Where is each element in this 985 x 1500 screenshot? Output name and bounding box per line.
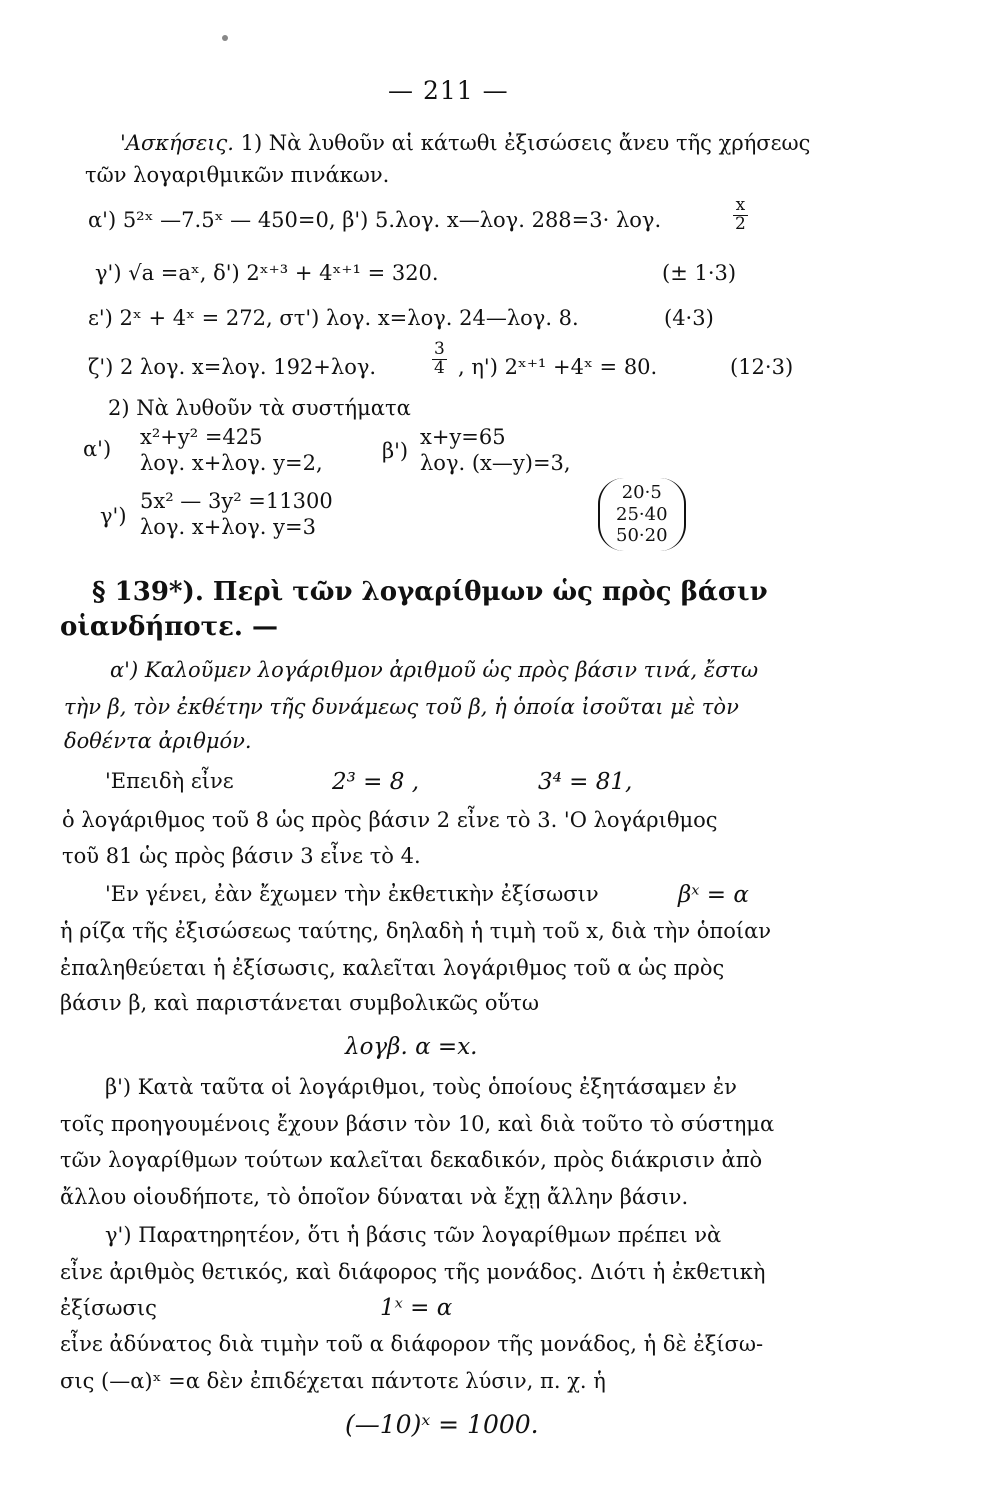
section-heading	[92, 577, 768, 607]
systems-title: 2) Νὰ λυθοῦν τὰ συστήματα	[108, 396, 411, 420]
equation-log-definition: λογβ. α =x.	[345, 1034, 478, 1060]
answer-a: 20·5	[621, 482, 662, 503]
para3-line1: 'Εν γένει, ἐὰν ἔχωμεν τὴν ἐκθετικὴν ἐξίσωσιν	[105, 882, 599, 906]
para5-line4: εἶνε ἀδύνατος διὰ τιμὴν τοῦ α διάφορον τῆς μονάδος, ἡ δὲ ἐξίσω-	[60, 1332, 764, 1356]
exercise-a-text: α') 5²ˣ —7.5ˣ — 450=0, β') 5.λογ. x—λογ. 288=3· λογ.	[88, 208, 662, 232]
fraction-numerator: 3	[434, 339, 445, 359]
exercise-g-d: γ') √a =aˣ, δ') 2ˣ⁺³ + 4ˣ⁺¹ = 320.	[95, 261, 439, 285]
para5-line2: εἶνε ἀριθμὸς θετικός, καὶ διάφορος τῆς μονάδος. Διότι ἡ ἐκθετικὴ	[60, 1260, 766, 1284]
exercise-a-b	[88, 210, 661, 231]
print-speck	[222, 35, 228, 41]
exercises-title: 'Ασκήσεις.	[120, 131, 234, 155]
para1-line2: τὴν β, τὸν ἐκθέτην τῆς δυνάμεως τοῦ β, ἡ ὁποία ἰσοῦται μὲ τὸν	[64, 695, 739, 719]
exercises-intro-text: 1) Νὰ λυθοῦν αἱ κάτωθι ἐξισώσεις ἄνευ τῆς χρήσεως	[233, 131, 811, 155]
system-g-eq1: 5x² — 3y² =11300	[140, 489, 333, 513]
section-title: Περὶ τῶν λογαρίθμων ὡς πρὸς βάσιν	[203, 577, 768, 607]
equation-3-fourth: 3⁴ = 81,	[538, 769, 633, 795]
exercise-z: ζ') 2 λογ. x=λογ. 192+λογ.	[88, 355, 377, 379]
para2-line1: 'Επειδὴ εἶνε	[105, 769, 234, 793]
para5-line3: ἐξίσωσις	[60, 1296, 157, 1320]
para3-line2: ἡ ρίζα τῆς ἐξισώσεως ταύτης, δηλαδὴ ἡ τιμὴ τοῦ x, διὰ τὴν ὁποίαν	[60, 919, 772, 943]
fraction-denominator: 2	[735, 213, 746, 234]
equation-one-x: 1ˣ = α	[380, 1295, 453, 1321]
para1-line1: α') Καλοῦμεν λογάριθμον ἀριθμοῦ ὡς πρὸς βάσιν τινά, ἔστω	[110, 658, 759, 682]
para4-line3: τῶν λογαρίθμων τούτων καλεῖται δεκαδικόν, πρὸς διάκρισιν ἀπὸ	[60, 1148, 763, 1172]
system-g-eq2: λογ. x+λογ. y=3	[140, 515, 316, 540]
system-b	[420, 424, 571, 477]
system-b-label: β')	[382, 439, 409, 463]
exercise-e-answer: (4·3)	[664, 306, 714, 330]
fraction-numerator: x	[733, 197, 748, 216]
exercise-g-answer: (± 1·3)	[662, 261, 737, 285]
fraction-denominator: 4	[434, 357, 445, 378]
exercises-intro-line2: τῶν λογαριθμικῶν πινάκων.	[85, 163, 390, 187]
system-answers	[598, 478, 686, 551]
system-a	[140, 424, 323, 477]
exercise-e-st: ε') 2ˣ + 4ˣ = 272, στ') λογ. x=λογ. 24—λογ. 8.	[88, 306, 579, 330]
section-heading-line2: οἱανδήποτε. —	[60, 612, 278, 642]
para4-line2: τοῖς προηγουμένοις ἔχουν βάσιν τὸν 10, καὶ διὰ τοῦτο τὸ σύστημα	[60, 1112, 775, 1136]
answer-b: 25·40	[616, 503, 668, 525]
system-g	[140, 488, 333, 541]
para5-line5: σις (—α)ˣ =α δὲν ἐπιδέχεται πάντοτε λύσιν, π. χ. ἡ	[60, 1369, 606, 1393]
system-a-eq2: λογ. x+λογ. y=2,	[140, 451, 323, 476]
para3-line4: βάσιν β, καὶ παριστάνεται συμβολικῶς οὕτω	[60, 991, 540, 1015]
system-g-label: γ')	[100, 504, 127, 528]
para2-line2: ὁ λογάριθμος τοῦ 8 ὡς πρὸς βάσιν 2 εἶνε τὸ 3. 'Ο λογάριθμος	[62, 808, 718, 832]
para1-line3: δοθέντα ἀριθμόν.	[64, 729, 252, 753]
para2-line3: τοῦ 81 ὡς πρὸς βάσιν 3 εἶνε τὸ 4.	[62, 844, 421, 868]
exercise-z-fraction	[432, 341, 447, 378]
page-number: — 211 —	[388, 76, 509, 105]
answer-g: 50·20	[616, 525, 668, 547]
para4-line4: ἄλλου οἱουδήποτε, τὸ ὁποῖον δύναται νὰ ἔχῃ ἄλλην βάσιν.	[60, 1185, 689, 1209]
para5-line1: γ') Παρατηρητέον, ὅτι ἡ βάσις τῶν λογαρίθμων πρέπει νὰ	[105, 1223, 722, 1247]
equation-2-cubed: 2³ = 8 ,	[332, 769, 420, 795]
exercises-intro	[120, 133, 810, 154]
system-b-eq2: λογ. (x—y)=3,	[420, 451, 571, 476]
exercise-h: , η') 2ˣ⁺¹ +4ˣ = 80.	[458, 355, 658, 379]
section-number: § 139*).	[92, 577, 204, 607]
system-b-eq1: x+y=65	[420, 425, 506, 449]
para3-line3: ἐπαληθεύεται ἡ ἐξίσωσις, καλεῖται λογάριθμος τοῦ α ὡς πρὸς	[60, 956, 725, 980]
equation-minus-ten: (—10)ˣ = 1000.	[345, 1410, 539, 1439]
equation-beta-x: βˣ = α	[678, 882, 749, 908]
exercise-b-fraction	[733, 197, 748, 234]
system-a-eq1: x²+y² =425	[140, 425, 263, 449]
exercise-z-answer: (12·3)	[730, 355, 794, 379]
para4-line1: β') Κατὰ ταῦτα οἱ λογάριθμοι, τοὺς ὁποίους ἐξητάσαμεν ἐν	[105, 1075, 737, 1099]
system-a-label: α')	[83, 437, 112, 461]
